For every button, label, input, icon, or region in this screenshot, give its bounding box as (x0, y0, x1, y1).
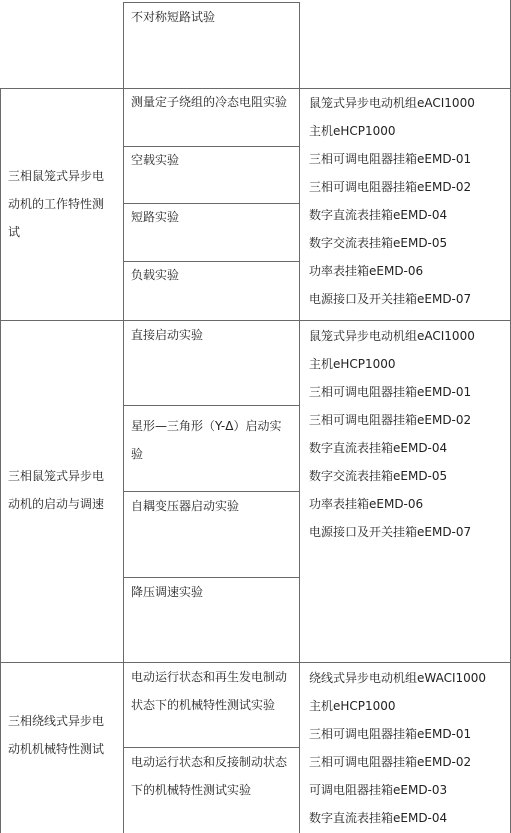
category-line: 三相绕线式异步电 (8, 714, 105, 728)
test-name: 不对称短路试验 (131, 10, 216, 24)
equipment-item: 三相可调电阻器挂箱eEMD-02 (309, 413, 472, 427)
equipment-item: 主机eHCP1000 (309, 699, 396, 713)
equipment-item: 数字直流表挂箱eEMD-04 (309, 441, 448, 455)
category-line: 动机机械特性测试 (8, 742, 105, 756)
test-name-line: 电动运行状态和再生发电制动 (131, 670, 288, 684)
equipment-item: 鼠笼式异步电动机组eACI1000 (309, 329, 475, 343)
category-line: 三相鼠笼式异步电 (8, 169, 105, 183)
equipment-list (309, 664, 486, 832)
equipment-item: 功率表挂箱eEMD-06 (309, 264, 424, 278)
test-name: 直接启动实验 (131, 328, 204, 342)
test-name: 降压调速实验 (131, 585, 204, 599)
equipment-item: 数字交流表挂箱eEMD-05 (309, 236, 448, 250)
test-name: 空载实验 (131, 153, 180, 167)
category-line: 动机的工作特性测 (8, 197, 105, 211)
equipment-item: 鼠笼式异步电动机组eACI1000 (309, 96, 475, 110)
equipment-item: 主机eHCP1000 (309, 357, 396, 371)
grid-line (0, 320, 511, 321)
equipment-item: 绕线式异步电动机组eWACI1000 (309, 671, 487, 685)
category-cell (8, 162, 104, 246)
test-name: 负载实验 (131, 268, 180, 282)
test-name: 自耦变压器启动实验 (131, 499, 240, 513)
category-line: 动机的启动与调速 (8, 497, 105, 511)
equipment-item: 数字直流表挂箱eEMD-04 (309, 811, 448, 825)
category-line: 试 (8, 225, 21, 239)
equipment-list (309, 322, 475, 546)
category-cell (8, 707, 104, 763)
grid-line (299, 2, 300, 833)
test-name (131, 412, 281, 468)
grid-line (123, 2, 124, 833)
test-name-line: 下的机械特性测试实验 (131, 783, 252, 797)
equipment-item: 数字直流表挂箱eEMD-04 (309, 208, 448, 222)
test-name-line: 电动运行状态和反接制动状态 (131, 755, 288, 769)
test-name: 测量定子绕组的冷态电阻实验 (131, 95, 288, 109)
equipment-item: 电源接口及开关挂箱eEMD-07 (309, 525, 472, 539)
equipment-item: 主机eHCP1000 (309, 124, 396, 138)
test-name (131, 663, 287, 719)
equipment-item: 功率表挂箱eEMD-06 (309, 497, 424, 511)
category-cell (8, 462, 104, 518)
test-name-line: 验 (131, 447, 144, 461)
test-name-line: 状态下的机械特性测试实验 (131, 698, 276, 712)
equipment-item: 数字交流表挂箱eEMD-05 (309, 469, 448, 483)
test-name: 短路实验 (131, 210, 180, 224)
equipment-list (309, 89, 475, 313)
test-name (131, 748, 287, 804)
equipment-item: 三相可调电阻器挂箱eEMD-02 (309, 180, 472, 194)
grid-line (0, 88, 1, 833)
grid-line (123, 405, 300, 406)
equipment-item: 三相可调电阻器挂箱eEMD-02 (309, 755, 472, 769)
equipment-item: 三相可调电阻器挂箱eEMD-01 (309, 727, 472, 741)
equipment-item: 可调电阻器挂箱eEMD-03 (309, 783, 448, 797)
category-line: 三相鼠笼式异步电 (8, 469, 105, 483)
test-name-line: 星形—三角形（Y-Δ）启动实 (131, 419, 282, 433)
equipment-item: 电源接口及开关挂箱eEMD-07 (309, 292, 472, 306)
equipment-item: 三相可调电阻器挂箱eEMD-01 (309, 152, 472, 166)
equipment-item: 三相可调电阻器挂箱eEMD-01 (309, 385, 472, 399)
